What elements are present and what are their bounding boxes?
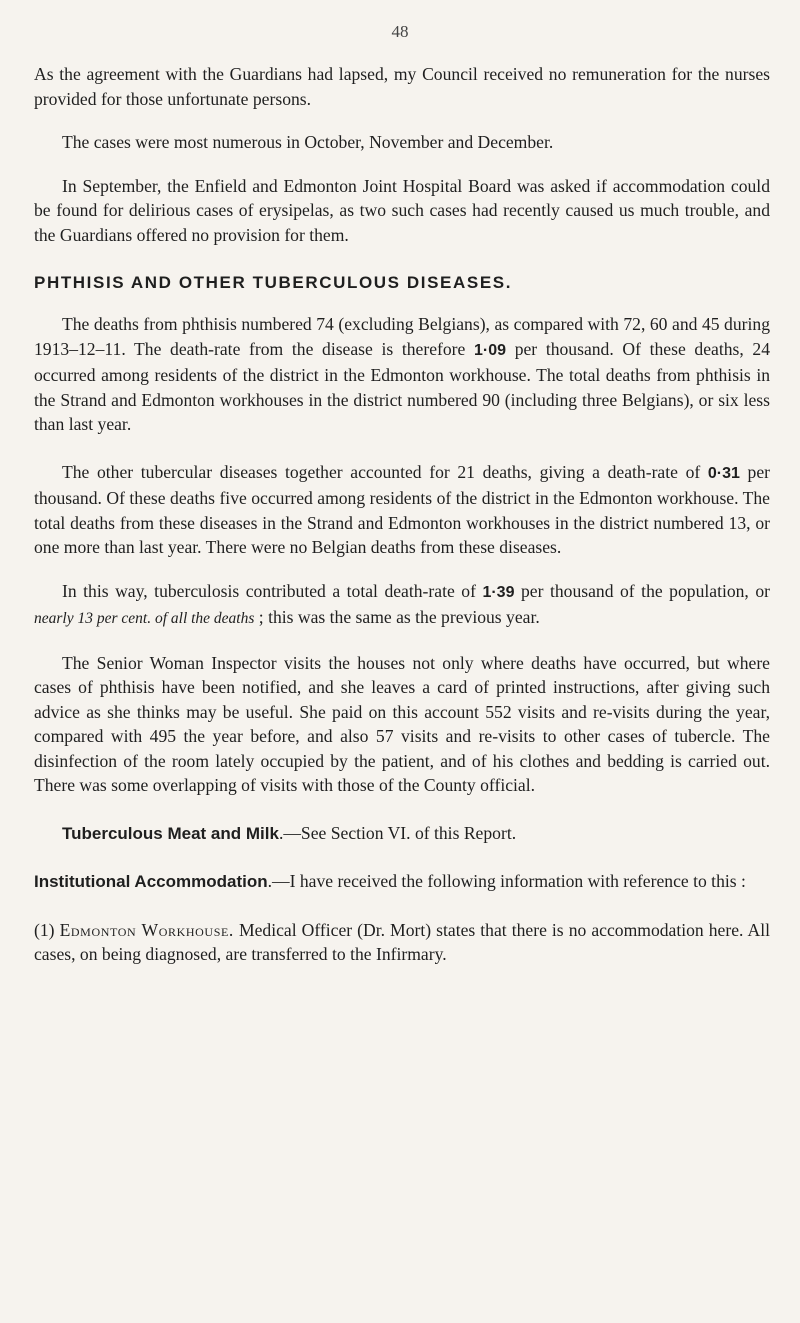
tuberculosis-text-post: ; this was the same as the previous year. — [254, 607, 540, 627]
edmonton-text: Medical Officer (Dr. Mort) states that there is no accommodation here. All cases, on being diagnosed, are transferred to the Infirmary. — [34, 919, 770, 964]
page-number: 48 — [391, 22, 409, 41]
meat-milk-text: .—See Section VI. of this Report. — [278, 822, 517, 843]
tuberculosis-death-rate: 1·39 — [482, 583, 515, 601]
other-tubercular-text-post: per thousand. Of these deaths five occurred among residents of the district in the Edmonton workhouse. The total deaths from these diseases in the Strand and Edmonton workhouses in the district numbered 13, or one more than last year. There were no Belgian deaths from these diseases. — [34, 461, 770, 557]
paragraph-meat-milk — [34, 821, 770, 847]
section-heading-phthisis: PHTHISIS AND OTHER TUBERCULOUS DISEASES. — [34, 273, 513, 292]
paragraph-institutional — [34, 869, 770, 895]
paragraph-edmonton-workhouse — [34, 918, 770, 967]
phthisis-text-post: per thousand. Of these deaths, 24 occurred among residents of the district in the Edmonton workhouse. The total deaths from phthisis in the Strand and Edmonton workhouses in the district numbered 90 (including three Belgians), or six less than last year. — [34, 338, 771, 434]
paragraph-remuneration: As the agreement with the Guardians had lapsed, my Council received no remuneration for the nurses provided for those unfortunate persons. — [34, 64, 770, 109]
paragraph-phthisis-deaths — [34, 312, 770, 437]
tuberculosis-text-pre: In this way, tuberculosis contributed a total death-rate of — [62, 580, 483, 601]
paragraph-other-tubercular — [34, 460, 770, 560]
institutional-heading: Institutional Accommodation — [34, 872, 268, 891]
paragraph-woman-inspector: The Senior Woman Inspector visits the houses not only where deaths have occurred, but where cases of phthisis have been notified, and she leaves a card of printed instructions, after giving such advice as she thinks may be useful. She paid on this account 552 visits and re-visits during the year, compared with 495 the year before, and also 57 visits and re-visits to other cases of tubercle. The disinfection of the room lately occupied by the patient, and of his clothes and bedding is carried out. There was some overlapping of visits with those of the County official. — [34, 652, 770, 795]
other-tubercular-text-pre: The other tubercular diseases together accounted for 21 deaths, giving a death-rate of — [62, 461, 708, 482]
paragraph-cases-timing: The cases were most numerous in October, November and December. — [62, 132, 554, 152]
edmonton-workhouse-name: Edmonton Workhouse. — [59, 919, 234, 940]
tuberculosis-percent-italic: nearly 13 per cent. of all the deaths — [34, 610, 255, 627]
edmonton-number: (1) — [34, 919, 60, 940]
phthisis-text-pre: The deaths from phthisis numbered 74 (excluding Belgians), as compared with 72, 60 and 45 during 1913–12–11. The death-rate from the disease is therefore — [34, 314, 770, 359]
phthisis-death-rate: 1·09 — [474, 341, 507, 359]
paragraph-tuberculosis-total — [34, 579, 770, 632]
other-tubercular-death-rate: 0·31 — [707, 464, 740, 482]
meat-milk-heading: Tuberculous Meat and Milk — [62, 823, 279, 843]
page-body — [34, 62, 770, 967]
tuberculosis-text-mid: per thousand of the population, or — [514, 580, 771, 601]
paragraph-erysipelas: In September, the Enfield and Edmonton Joint Hospital Board was asked if accommodation could be found for delirious cases of erysipelas, as two such cases had recently caused us much trouble, and the Guardians offered no provision for them. — [34, 175, 770, 245]
institutional-text: .—I have received the following information with reference to this : — [267, 871, 746, 891]
